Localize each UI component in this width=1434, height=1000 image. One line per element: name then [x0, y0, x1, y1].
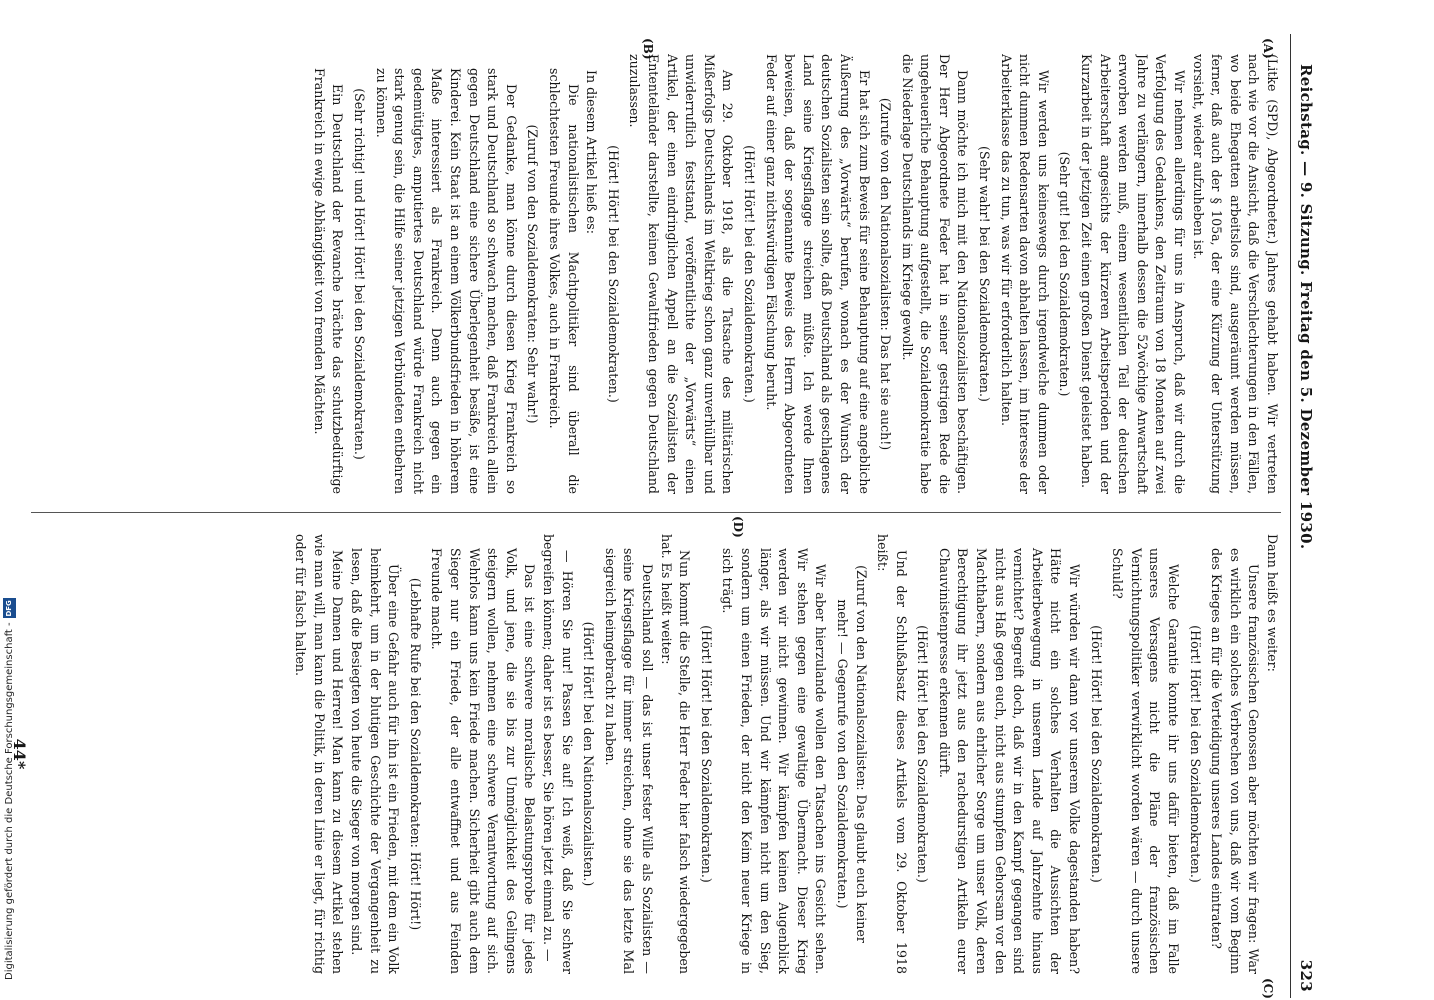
interjection: (Hört! Hört! bei den Sozialdemokraten.) — [1187, 625, 1203, 883]
page-header — [1291, 34, 1321, 998]
quoted-paragraph: Unsere französischen Genossen aber möchten wir fragen: War es wirklich ein solches Verbrechen von uns, daß wir vom Beginn des Krieges an für die Verteidigung unseres Landes eintraten? — [1209, 548, 1262, 974]
paragraph: Meine Damen und Herren! Man kann zu diesem Artikel stehen wie man will, man kann die Politik, in deren Linie er liegt, für richtig oder für falsch halten. — [293, 534, 346, 974]
quoted-paragraph: Ein Deutschland der Revanche brächte das schutzbedürftige Frankreich in ewige Abhängigkeit von fremden Mächten. — [311, 68, 346, 494]
margin-mark-d: (D) — [731, 516, 745, 538]
interjection: (Hört! Hört! bei den Sozialdemokraten.) — [741, 145, 757, 403]
quoted-paragraph: Wir würden wir dann vor unserem Volke dagestanden haben? Hätte nicht ein solches Verhalten die Aussichten der Arbeiterbewegung in unserem Lande auf Jahrzehnte hinaus vernichtet? Begreift doch, daß wir in den Kampf gegangen sind nicht aus Haß gegen euch, nicht aus stumpfem Gehorsam vor den Machthabern, sondern aus ehrlicher Sorge um unser Volk, deren Berechtigung ihr jetzt aus den rachedurstigen Artikeln eurer Chauvinistenpresse erkennen dürft. — [936, 548, 1083, 974]
interjection: (Sehr wahr! bei den Sozialdemokraten.) — [977, 146, 993, 402]
interjection: (Sehr richtig! und Hört! Hört! bei den Sozialdemokraten.) — [352, 88, 368, 460]
interjection: (Hört! Hört! bei den Sozialdemokraten.) — [915, 625, 931, 883]
dfg-logo-icon: DFG — [3, 598, 16, 618]
quoted-paragraph: Deutschland soll — das ist unser fester Wille als Sozialisten — seine Kriegsflagge für immer streichen, ohne sie das letzte Mal siegreich heimgebracht zu haben. — [602, 548, 655, 974]
paragraph: (Litke (SPD), Abgeordneter.) Jahres gehabt haben. Wir vertreten nach wie vor die Ansicht, daß die Verschlechterungen in den Fällen, wo beide Ehegatten arbeitslos sind, ausgeräumt werden müssen, ferner, daß auch der § 105a, der eine Kürzung der Unterstützung vorsieht, wieder aufzuheben ist. — [1190, 54, 1280, 494]
column-separator — [31, 512, 1281, 513]
quoted-paragraph: Das ist eine schwere moralische Belastungsprobe für jedes Volk, und jene, die sie bis zur Unmöglichkeit des Gelingens steigern wollen, nehmen eine schwere Verantwortung auf sich. Wehrlos kann uns kein Friede machen. Sicherheit gibt auch dem Sieger nur ein Friede, der alle entwaffnet und aus Feinden Freunde macht. — [429, 548, 538, 974]
margin-mark-c: (C) — [1261, 978, 1275, 999]
paragraph: Dann möchte ich mich mit den Nationalsozialisten beschäftigen. Der Herr Abgeordnete Feder hat in seiner gestrigen Rede die ungeheuerliche Behauptung aufgestellt, die Sozialdemokratie habe die Niederlage Deutschlands im Kriege gewollt. — [899, 54, 971, 494]
margin-mark-b: (B) — [641, 38, 655, 60]
paragraph: Und der Schlußabsatz dieses Artikels vom 29. Oktober 1918 heißt: — [875, 534, 909, 974]
interjection: (Zurufe von den Nationalsozialisten: Das hat sie auch!) — [878, 97, 894, 451]
quoted-paragraph: Welche Garantie konnte ihr uns dafür bieten, daß im Falle unseres Versagens nicht die Pläne der französischen Vernichtungspolitiker verwirklicht worden wären — durch unsere Schuld? — [1110, 548, 1182, 974]
paragraph: Nun kommt die Stelle, die Herr Feder hier falsch wiedergegeben hat. Es heißt weiter: — [658, 534, 693, 974]
interjection: (Sehr gut! bei den Sozialdemokraten.) — [1057, 151, 1073, 397]
page-number: 323 — [1297, 959, 1315, 992]
paragraph: Wir werden uns keineswegs durch irgendwelche dummen oder nicht dummen Redensarten davon abhalten lassen, im Interesse der Arbeiterklasse das zu tun, was wir für erforderlich halten. — [998, 54, 1051, 494]
quoted-paragraph: Der Gedanke, man könne durch diesen Krieg Frankreich so stark und Deutschland so schwach machen, daß Frankreich allein gegen Deutschland eine sichere Überlegenheit besäße, ist eine Kinderei. Kein Staat ist an einem Völkerbundsfrieden in höherem Maße interessiert als Frankreich. Denn auch gegen ein gedemütigtes, amputiertes Deutschland würde Frankreich nicht stark genug sein, die Hilfe seiner jetzigen Verbündeten entbehren zu können. — [373, 68, 519, 494]
interjection: (Lebhafte Rufe bei den Sozialdemokraten: Hört! Hört!) — [407, 577, 423, 931]
digitization-footer — [2, 0, 16, 980]
quoted-paragraph: Über eine Gefahr auch für ihn ist ein Frieden, mit dem ein Volk heimkehrt, um in der blutigen Geschichte der Vergangenheit zu lesen, daß die Besiegten von heute die Sieger von morgen sind. — [349, 548, 402, 974]
rotated-page — [0, 34, 1321, 998]
left-column — [31, 54, 1281, 494]
paragraph: Am 29. Oktober 1918, als die Tatsache des militärischen Mißerfolgs Deutschlands im Weltkrieg schon ganz unverhüllbar und unwiderruflich feststand, veröffentlichte der „Vorwärts“ einen Artikel, der einen eindringlichen Appell an die Sozialisten der Ententeländer darstellte, keinen Gewaltfrieden gegen Deutschland zuzulassen. — [627, 54, 736, 494]
interjection: (Zuruf von den Nationalsozialisten: Das glaubt euch keiner mehr! — Gegenrufe von den Sozialdemokraten.) — [834, 565, 869, 943]
paragraph: — Hören Sie nur! Passen Sie auf! Ich weiß, daß Sie schwer begreifen können; daher ist es besser, Sie hören jetzt einmal zu. — — [541, 534, 575, 974]
paragraph: In diesem Artikel hieß es: — [584, 70, 600, 234]
signature-mark: 44* — [10, 738, 29, 770]
header-rule — [1290, 34, 1291, 998]
interjection: (Hört! Hört! bei den Sozialdemokraten.) — [605, 145, 621, 403]
quoted-paragraph: Die nationalistischen Machtpolitiker sind überall die schlechtesten Freunde ihres Volkes, auch in Frankreich. — [547, 68, 581, 494]
footer-text: Digitalisierung gefördert durch die Deutsche Forschungsgemeinschaft - — [3, 622, 15, 980]
interjection: (Zuruf von den Sozialdemokraten: Sehr wahr!) — [525, 124, 541, 424]
interjection: (Hört! Hört! bei den Nationalsozialisten.) — [581, 621, 597, 887]
quoted-paragraph: Wir aber hierzulande wollen den Tatsachen ins Gesicht sehen. Wir stehen gegen eine gewaltige Übermacht. Dieser Krieg werden wir nicht gewinnen. Wir kämpfen keinen Augenblick länger, als wir müssen. Und wir kämpfen nicht um den Sieg, sondern um einen Frieden, der nicht den Keim neuer Kriege in sich trägt. — [720, 548, 829, 974]
paragraph: Wir nehmen allerdings für uns in Anspruch, daß wir durch die Verfolgung des Gedankens, den Zeitraum von 18 Monaten auf zwei Jahre zu verlängern, innerhalb dessen die 52wöchige Anwartschaft erworben werden muß, einem wesentlichen Teil der deutschen Arbeiterschaft angesichts der kürzeren Arbeitsperioden und der Kurzarbeit in der jetzigen Zeit einen großen Dienst geleistet haben. — [1079, 54, 1188, 494]
interjection: (Hört! Hört! bei den Sozialdemokraten.) — [1088, 625, 1104, 883]
margin-mark-a: (A) — [1261, 38, 1275, 59]
header-title: Reichstag. — 9. Sitzung. Freitag den 5. Dezember 1930. — [1297, 64, 1315, 550]
interjection: (Hört! Hört! bei den Sozialdemokraten.) — [698, 625, 714, 883]
paragraph: Er hat sich zum Beweis für seine Behauptung auf eine angebliche Äußerung des „Vorwärts“ berufen, wonach es der Wunsch der deutschen Sozialisten sein sollte, daß Deutschland als geschlagenes Land seine Kriegsflagge streichen müßte. Ich werde Ihnen beweisen, daß der sogenannte Beweis des Herrn Abgeordneten Feder auf einer ganz nichtswürdigen Fälschung beruht. — [763, 54, 872, 494]
right-column — [31, 534, 1281, 974]
paragraph: Dann heißt es weiter: — [1265, 534, 1280, 672]
